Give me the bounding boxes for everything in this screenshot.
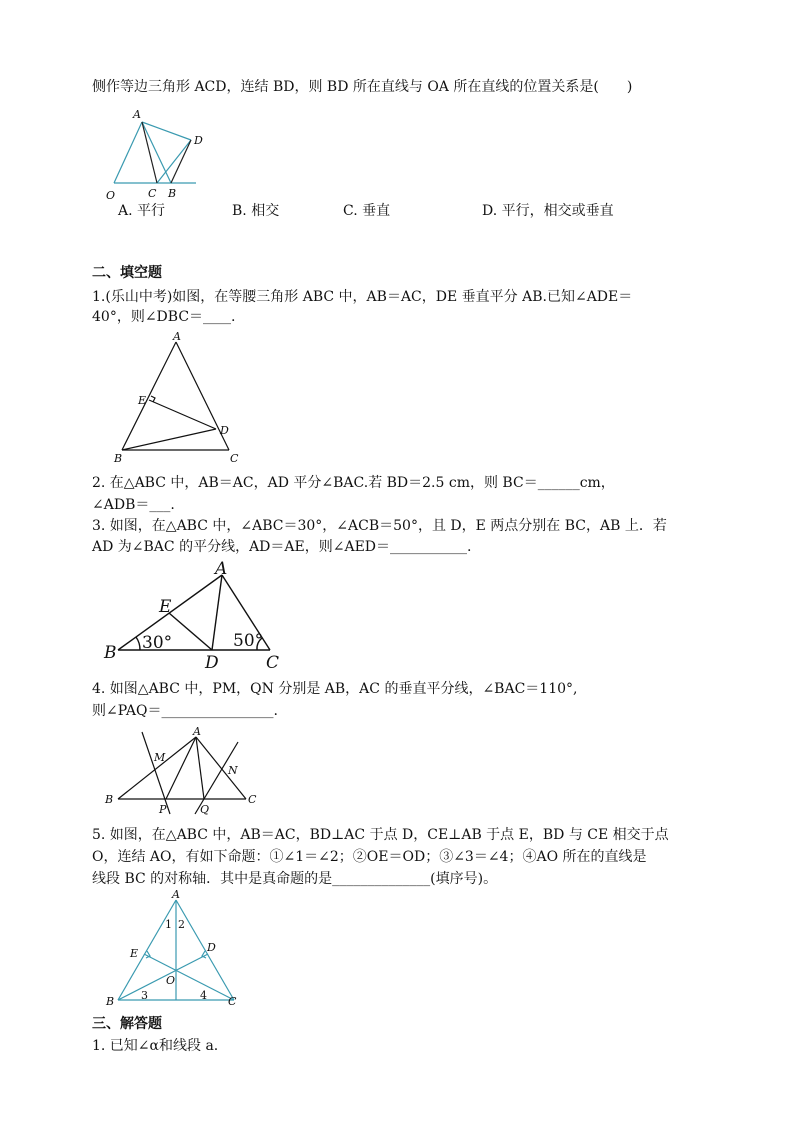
figure-q5-triangle (100, 888, 250, 1013)
question-2-line-1: 2. 在△ABC 中，AB＝AC，AD 平分∠BAC.若 BD＝2.5 cm，则 BC＝______cm， (92, 475, 615, 491)
angle-b-label: 30° (142, 633, 173, 653)
figure-oadcb (100, 105, 210, 205)
question-1-line-2: 40°，则∠DBC＝____. (92, 309, 236, 325)
label-b: B (104, 643, 117, 663)
label-q: Q (200, 803, 210, 816)
angle-1-label: 1 (165, 918, 172, 931)
label-a: A (173, 330, 181, 343)
label-c: C (148, 187, 157, 200)
option-b: B. 相交 (232, 203, 280, 219)
label-d: D (205, 653, 219, 673)
label-a: A (172, 888, 180, 901)
label-c: C (266, 653, 280, 673)
label-b: B (106, 995, 115, 1008)
option-a: A. 平行 (118, 203, 166, 219)
question-text: 1. 已知∠α和线段 a. (92, 1038, 219, 1054)
question-text: 侧作等边三角形 ACD，连结 BD，则 BD 所在直线与 OA 所在直线的位置关系是( ) (92, 79, 633, 95)
question-3-line-1: 3. 如图，在△ABC 中，∠ABC＝30°，∠ACB＝50°，且 D，E 两点分别在 BC，AB 上．若 (92, 518, 667, 534)
figure-q1-triangle (110, 330, 260, 470)
label-b: B (114, 452, 123, 465)
question-2-line-2: ∠ADB＝___. (92, 497, 175, 513)
label-d: D (194, 134, 203, 147)
label-o: O (106, 189, 116, 202)
angle-4-label: 4 (200, 989, 207, 1002)
question-5-line-2: O，连结 AO，有如下命题：①∠1＝∠2；②OE＝OD；③∠3＝∠4；④AO 所在的直线是 (92, 849, 647, 865)
label-c: C (248, 793, 257, 806)
label-d: D (207, 941, 216, 954)
label-b: B (105, 793, 114, 806)
label-m: M (154, 751, 166, 764)
figure-q4-triangle (100, 722, 270, 822)
figure-q3-triangle (100, 558, 290, 673)
option-d: D. 平行，相交或垂直 (482, 203, 614, 219)
label-e: E (159, 597, 172, 617)
label-e: E (138, 394, 147, 407)
option-c: C. 垂直 (343, 203, 391, 219)
angle-c-label: 50° (233, 631, 264, 651)
section-heading-solve: 三、解答题 (92, 1016, 162, 1032)
question-5-line-1: 5. 如图，在△ABC 中，AB＝AC，BD⊥AC 于点 D，CE⊥AB 于点 E，BD 与 CE 相交于点 (92, 827, 669, 843)
question-1-line-1: 1.(乐山中考)如图，在等腰三角形 ABC 中，AB＝AC，DE 垂直平分 AB.已知∠ADE＝ (92, 289, 633, 305)
label-a: A (133, 108, 141, 121)
question-3-line-2: AD 为∠BAC 的平分线，AD＝AE，则∠AED＝___________. (92, 539, 472, 555)
label-a: A (215, 559, 228, 579)
label-b: B (168, 187, 177, 200)
label-a: A (193, 725, 201, 738)
label-p: P (159, 803, 167, 816)
label-e: E (130, 947, 139, 960)
angle-2-label: 2 (178, 918, 185, 931)
question-5-line-3: 线段 BC 的对称轴．其中是真命题的是______________(填序号)。 (92, 871, 498, 887)
label-c: C (228, 995, 237, 1008)
angle-3-label: 3 (141, 989, 148, 1002)
section-heading-fill-in: 二、填空题 (92, 265, 162, 281)
question-4-line-2: 则∠PAQ＝________________. (92, 703, 278, 719)
question-4-line-1: 4. 如图△ABC 中，PM，QN 分别是 AB，AC 的垂直平分线，∠BAC＝110°, (92, 681, 578, 697)
label-d: D (220, 424, 229, 437)
label-o: O (166, 974, 176, 987)
label-c: C (230, 452, 239, 465)
label-n: N (228, 764, 238, 777)
